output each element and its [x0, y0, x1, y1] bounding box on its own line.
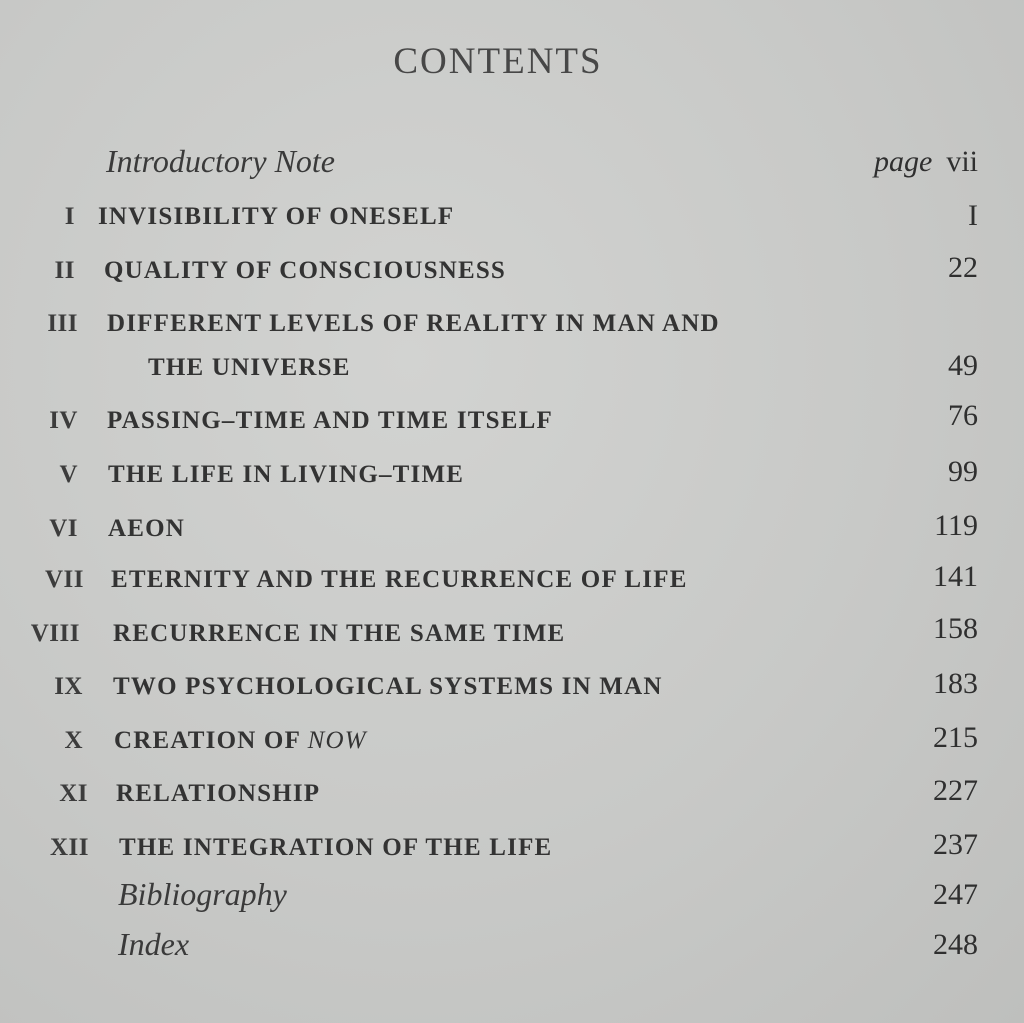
- chapter-number: V: [59, 461, 78, 488]
- page-title: CONTENTS: [393, 41, 603, 82]
- toc-entry-chapter-8: [0, 612, 1024, 664]
- entry-title: THE LIFE IN LIVING–TIME: [108, 461, 465, 488]
- entry-page: 227: [933, 774, 978, 807]
- toc-entry-chapter-7: [0, 560, 1024, 610]
- entry-title: Bibliography: [118, 876, 287, 912]
- entry-page: 99: [948, 455, 978, 488]
- entry-page: 76: [948, 399, 978, 432]
- entry-title-text: CREATION OF: [114, 727, 301, 754]
- toc-entry-chapter-3-continued: [0, 349, 1024, 398]
- toc-entry-chapter-6: [0, 509, 1024, 559]
- entry-title: INVISIBILITY OF ONESELF: [98, 203, 455, 230]
- page-prefix: page: [874, 145, 933, 178]
- toc-entry-bibliography: [0, 876, 1024, 920]
- chapter-number: VII: [44, 566, 84, 593]
- page-number: vii: [946, 145, 978, 178]
- chapter-number: X: [64, 727, 83, 754]
- entry-page: I: [968, 199, 978, 232]
- toc-entry-index: [0, 926, 1024, 970]
- chapter-number: III: [47, 310, 78, 337]
- entry-title-line-2: THE UNIVERSE: [148, 354, 351, 381]
- toc-entry-chapter-4: [0, 399, 1024, 451]
- entry-page: 22: [948, 251, 978, 284]
- toc-entry-chapter-9: [0, 667, 1024, 717]
- toc-entry-chapter-1: [0, 199, 1024, 247]
- toc-entry-introductory-note: [0, 143, 1024, 187]
- entry-title: RECURRENCE IN THE SAME TIME: [113, 620, 566, 647]
- entry-page: 237: [933, 828, 978, 861]
- toc-entry-chapter-2: [0, 251, 1024, 301]
- entry-title: TWO PSYCHOLOGICAL SYSTEMS IN MAN: [113, 673, 663, 700]
- entry-title: PASSING–TIME AND TIME ITSELF: [107, 407, 553, 434]
- entry-title: Introductory Note: [106, 143, 335, 179]
- chapter-number: VI: [49, 515, 78, 542]
- entry-page: 248: [933, 928, 978, 961]
- entry-title: ETERNITY AND THE RECURRENCE OF LIFE: [111, 566, 688, 593]
- chapter-number: I: [64, 203, 75, 230]
- entry-title: [114, 727, 367, 755]
- entry-page: 158: [933, 612, 978, 645]
- chapter-number: IX: [54, 673, 83, 700]
- entry-page: 183: [933, 667, 978, 700]
- entry-page: 141: [933, 560, 978, 593]
- toc-entry-chapter-5: [0, 455, 1024, 505]
- entry-title: AEON: [108, 515, 186, 542]
- entry-page: 215: [933, 721, 978, 754]
- chapter-number: XI: [59, 780, 88, 807]
- chapter-number: XII: [49, 834, 89, 861]
- toc-entry-chapter-3: [0, 310, 1024, 354]
- chapter-number: VIII: [30, 620, 80, 647]
- entry-title-italic: NOW: [307, 727, 367, 754]
- toc-entry-chapter-10: [0, 721, 1024, 771]
- chapter-number: II: [54, 257, 75, 284]
- entry-title-line-1: DIFFERENT LEVELS OF REALITY IN MAN AND: [107, 310, 720, 337]
- toc-entry-chapter-12: [0, 828, 1024, 878]
- entry-title: THE INTEGRATION OF THE LIFE: [119, 834, 553, 861]
- entry-title: QUALITY OF CONSCIOUSNESS: [104, 257, 507, 284]
- entry-title: RELATIONSHIP: [116, 780, 321, 807]
- entry-page: 49: [948, 349, 978, 382]
- chapter-number: IV: [49, 407, 78, 434]
- entry-page: [874, 145, 978, 179]
- entry-page: 247: [933, 878, 978, 911]
- toc-entry-chapter-11: [0, 774, 1024, 824]
- entry-title: Index: [118, 926, 190, 962]
- entry-page: 119: [934, 509, 978, 542]
